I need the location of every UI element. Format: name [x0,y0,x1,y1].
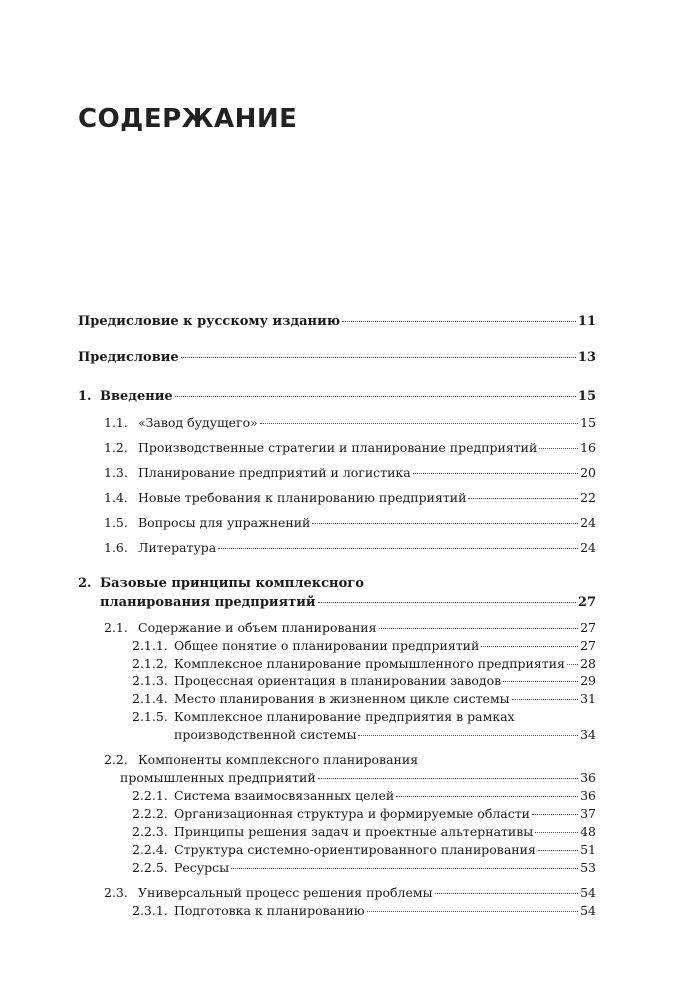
leader-dots [318,602,576,603]
toc-entry-number: 2.2.4. [132,842,168,857]
toc-entry[interactable] [104,490,596,505]
leader-dots [358,735,578,736]
toc-entry[interactable] [104,440,596,455]
leader-dots [396,796,578,797]
toc-entry-page: 11 [577,314,596,329]
toc-entry-title: Место планирования в жизненном цикле системы [174,691,510,706]
toc-entry[interactable] [104,620,596,635]
leader-dots [342,321,576,322]
toc-entry[interactable] [132,656,596,671]
toc-chapter-heading[interactable] [78,576,364,591]
toc-entry-title: Комплексное планирование промышленного предприятия [174,656,565,671]
toc-entry-page: 51 [580,842,596,857]
toc-entry-title: Система взаимосвязанных целей [174,788,395,803]
toc-entry-title: «Завод будущего» [138,415,258,430]
leader-dots [379,628,579,629]
toc-entry-title: Ресурсы [174,860,230,875]
leader-dots [175,396,576,397]
toc-entry-title: Общее понятие о планировании предприятий [174,638,480,653]
leader-dots [503,681,578,682]
toc-entry-title-line1: Комплексное планирование предприятия в рамках [174,709,515,724]
toc-chapter[interactable] [78,389,596,404]
toc-entry-number: 1.3. [104,465,128,480]
toc-entry-page: 36 [580,788,596,803]
toc-entry[interactable] [174,727,596,742]
toc-entry-page: 54 [580,885,596,900]
toc-entry-number: 2.1. [104,620,128,635]
toc-entry[interactable] [132,824,596,839]
toc-entry[interactable] [132,673,596,688]
leader-dots [413,473,578,474]
toc-entry-page: 36 [580,770,596,785]
toc-entry-title: Подготовка к планированию [174,903,365,918]
leader-dots [535,832,578,833]
toc-entry-page: 15 [580,415,596,430]
leader-dots [231,868,578,869]
leader-dots [539,448,578,449]
toc-entry[interactable] [104,515,596,530]
toc-entry-number: 1.4. [104,490,128,505]
toc-entry-number: 2.1.4. [132,691,168,706]
toc-entry-page: 13 [577,350,596,365]
leader-dots [218,548,578,549]
toc-entry-title-line1: Компоненты комплексного планирования [138,752,419,767]
toc-entry-title: промышленных предприятий [120,770,316,785]
toc-entry-page: 37 [580,806,596,821]
leader-dots [260,423,578,424]
toc-entry[interactable] [78,350,596,365]
toc-entry-number: 2.2. [104,752,128,767]
toc-entry[interactable] [132,860,596,875]
toc-entry[interactable] [104,465,596,480]
toc-entry[interactable] [78,314,596,329]
toc-entry-title: Структура системно-ориентированного планирования [174,842,536,857]
toc-entry-number: 2.1.5. [132,709,168,724]
toc-entry[interactable] [104,415,596,430]
page-title: СОДЕРЖАНИЕ [78,104,298,134]
leader-dots [468,498,578,499]
leader-dots [538,850,578,851]
toc-entry-title: Универсальный процесс решения проблемы [138,885,433,900]
leader-dots [435,893,579,894]
toc-entry[interactable] [104,540,596,555]
toc-entry-page: 54 [580,903,596,918]
toc-entry-title: Предисловие [78,350,179,365]
toc-entry[interactable] [120,770,596,785]
leader-dots [481,646,578,647]
toc-entry-title: Вопросы для упражнений [138,515,311,530]
toc-entry[interactable] [132,903,596,918]
toc-entry-title: Литература [138,540,217,555]
toc-entry-number: 1.2. [104,440,128,455]
toc-entry-number: 2.3. [104,885,128,900]
toc-entry-number: 2. [78,576,92,591]
toc-entry[interactable] [132,842,596,857]
toc-entry[interactable] [132,691,596,706]
toc-entry-number: 2.1.2. [132,656,168,671]
leader-dots [567,664,578,665]
toc-entry[interactable] [132,788,596,803]
toc-entry-title: планирования предприятий [100,595,316,610]
toc-entry-page: 22 [580,490,596,505]
toc-entry[interactable] [132,806,596,821]
toc-entry-page: 53 [580,860,596,875]
toc-entry-page: 24 [580,515,596,530]
toc-entry-page: 28 [580,656,596,671]
toc-entry-number: 1.1. [104,415,128,430]
toc-entry-number: 1.6. [104,540,128,555]
leader-dots [367,911,578,912]
toc-entry-title: Введение [100,389,173,404]
toc-entry-page: 16 [580,440,596,455]
leader-dots [532,814,578,815]
toc-entry-page: 27 [577,595,596,610]
toc-chapter[interactable] [100,595,596,610]
toc-entry[interactable] [104,885,596,900]
toc-entry-title: производственной системы [174,727,357,742]
toc-entry-page: 29 [580,673,596,688]
leader-dots [512,699,578,700]
toc-entry-heading[interactable] [104,752,418,767]
toc-entry-number: 1. [78,389,92,404]
toc-entry-page: 15 [577,389,596,404]
toc-entry-number: 1.5. [104,515,128,530]
toc-entry-title: Производственные стратегии и планирование предприятий [138,440,538,455]
toc-entry-title: Процессная ориентация в планировании заводов [174,673,502,688]
leader-dots [181,357,576,358]
toc-entry-page: 31 [580,691,596,706]
toc-entry-number: 2.2.1. [132,788,168,803]
toc-entry-page: 24 [580,540,596,555]
toc-entry-title: Содержание и объем планирования [138,620,377,635]
toc-entry-title: Планирование предприятий и логистика [138,465,411,480]
toc-entry-number: 2.2.2. [132,806,168,821]
toc-entry-number: 2.2.3. [132,824,168,839]
leader-dots [318,778,578,779]
leader-dots [312,523,578,524]
toc-entry-heading[interactable] [132,709,515,724]
toc-entry-title: Новые требования к планированию предприятий [138,490,467,505]
toc-entry-page: 20 [580,465,596,480]
toc-entry-page: 27 [580,638,596,653]
toc-entry-number: 2.1.3. [132,673,168,688]
toc-entry-title: Принципы решения задач и проектные альтернативы [174,824,534,839]
toc-entry-page: 34 [580,727,596,742]
toc-entry-title: Предисловие к русскому изданию [78,314,341,329]
toc-entry-number: 2.1.1. [132,638,168,653]
toc-entry-page: 27 [580,620,596,635]
toc-entry-title-line1: Базовые принципы комплексного [100,576,364,591]
toc-entry-title: Организационная структура и формируемые области [174,806,530,821]
toc-entry[interactable] [132,638,596,653]
toc-entry-number: 2.3.1. [132,903,168,918]
toc-entry-number: 2.2.5. [132,860,168,875]
toc-entry-page: 48 [580,824,596,839]
